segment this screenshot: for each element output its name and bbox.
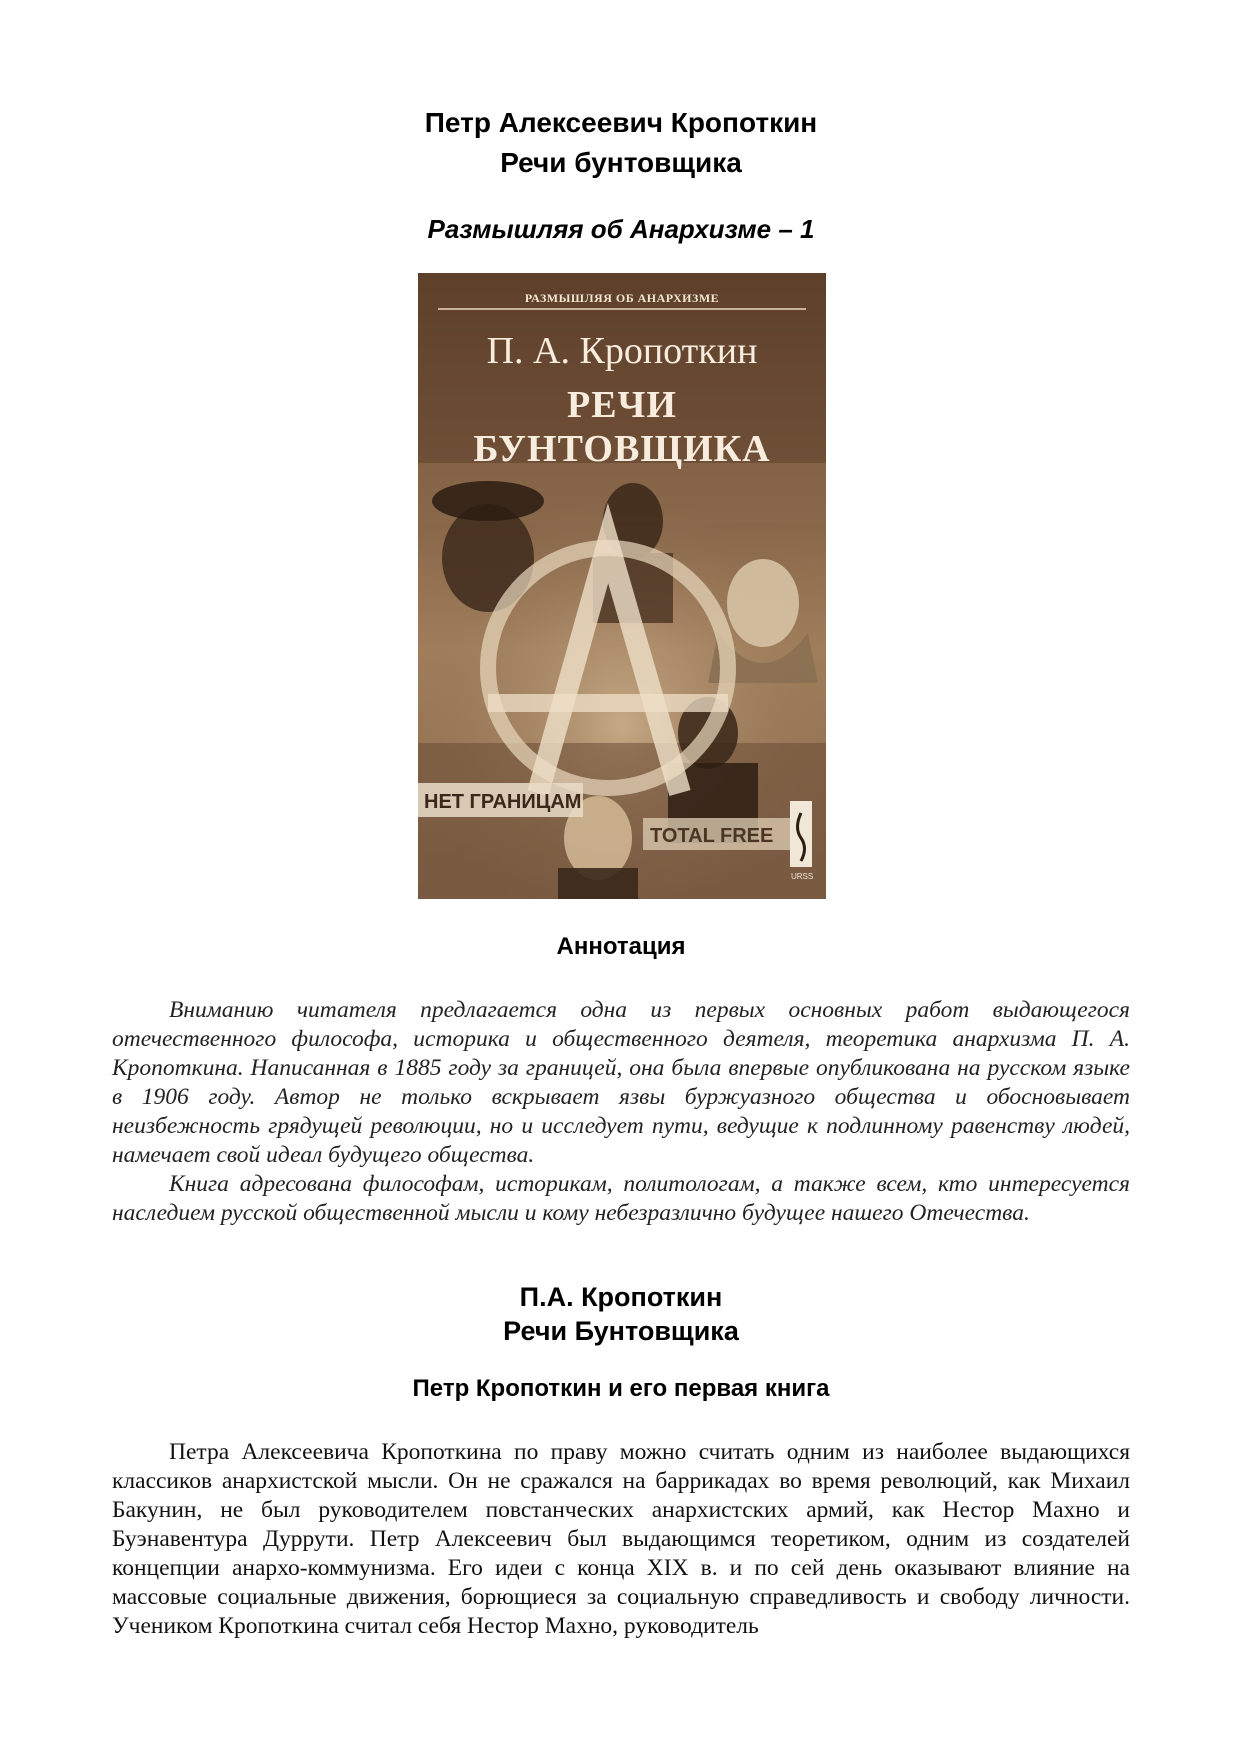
- cover-title: РЕЧИ БУНТОВЩИКА: [473, 384, 771, 470]
- chapter-heading: Петр Кропоткин и его первая книга: [412, 1375, 830, 1402]
- chapter-paragraph: Петра Алексеевича Кропоткина по праву можно считать одним из наиболее выдающихся классиков анархистской мысли. Он не сражался на баррикадах во время революций, как Михаил Бакунин, не был руководителем повстанческих анархистских армий, как Нестор Махно и Буэнавентура Дуррути. Петр Алексеевич был выдающимся теоретиком, одним из создателей концепции анархо-коммунизма. Его идеи с конца XIX в. и по сей день оказывают влияние на массовые социальные движения, борющиеся за социальную справедливость и свободу личности. Учеником Кропоткина считал себя Нестор Махно, руководитель: [112, 1439, 1130, 1639]
- book-author-heading: Петр Алексеевич Кропоткин: [424, 107, 818, 138]
- second-author-heading: П.А. Кропоткин: [519, 1282, 723, 1312]
- book-title-heading: Речи бунтовщика: [500, 147, 742, 178]
- cover-banner-left: НЕТ ГРАНИЦАМ: [424, 791, 582, 813]
- series-heading: Размышляя об Анархизме – 1: [427, 214, 815, 244]
- cover-banner-right: TOTAL FREE: [650, 825, 774, 847]
- cover-series-label: РАЗМЫШЛЯЯ ОБ АНАРХИЗМЕ: [524, 291, 720, 305]
- annotation-paragraph-2: Книга адресована философам, историкам, политологам, а также всем, кто интересуется наследием русской общественной мысли и кому небезразлично будущее нашего Отечества.: [112, 1171, 1130, 1226]
- second-title-heading: Речи Бунтовщика: [503, 1316, 739, 1346]
- book-cover-image: [418, 273, 826, 899]
- annotation-paragraph-1: Вниманию читателя предлагается одна из первых основных работ выдающегося отечественного философа, историка и общественного деятеля, теоретика анархизма П. А. Кропоткина. Написанная в 1885 году за границей, она была впервые опубликована на русском языке в 1906 году. Автор не только вскрывает язвы буржуазного общества и обосновывает неизбежность грядущей революции, но и исследует пути, ведущие к подлинному равенству людей, намечает свой идеал будущего общества.: [112, 997, 1130, 1168]
- cover-author: П. А. Кропоткин: [486, 330, 758, 372]
- annotation-heading: Аннотация: [556, 933, 686, 960]
- cover-publisher-logo: URSS: [791, 872, 814, 881]
